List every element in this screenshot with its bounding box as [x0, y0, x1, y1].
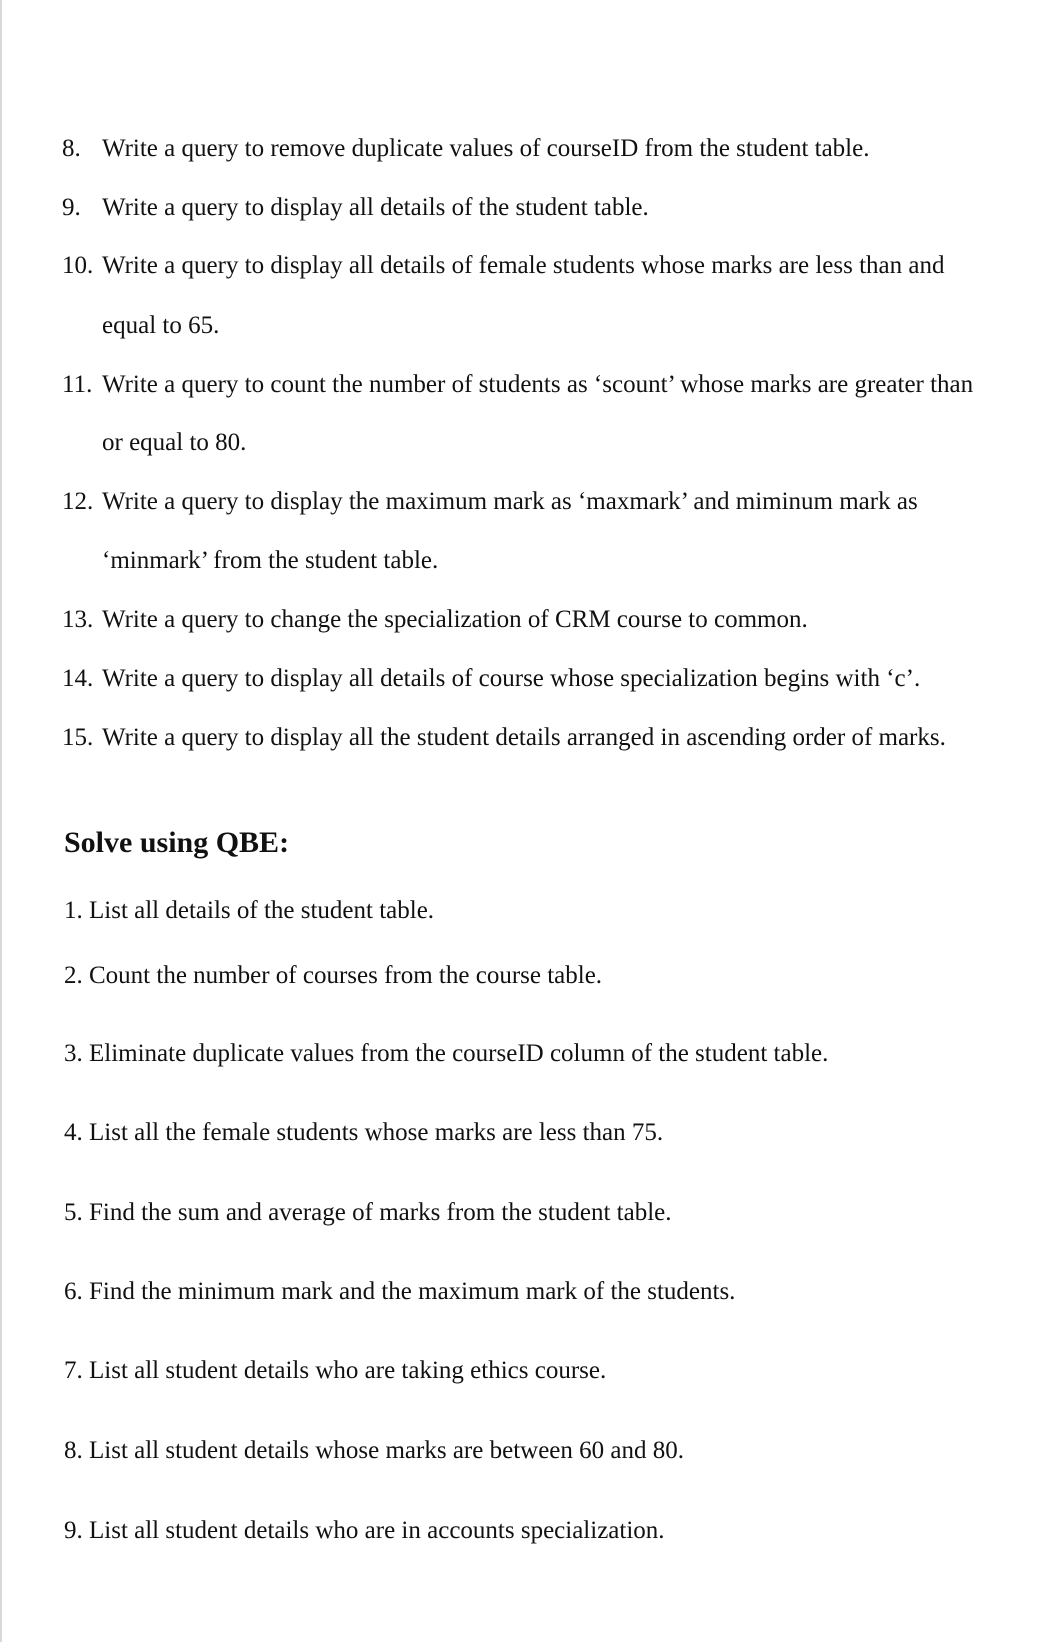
sql-question-8 [62, 134, 869, 164]
qbe-question-9: 9. List all student details who are in accounts specialization. [64, 1517, 665, 1544]
qbe-question-8: 8. List all student details whose marks are between 60 and 80. [64, 1437, 684, 1464]
sql-question-15 [62, 723, 946, 753]
question-text: Write a query to count the number of students as ‘scount’ whose marks are greater than [102, 371, 974, 398]
sql-question-10 [62, 251, 945, 281]
sql-question-12-continuation: ‘minmark’ from the student table. [102, 547, 439, 574]
qbe-question-3: 3. Eliminate duplicate values from the courseID column of the student table. [64, 1040, 829, 1067]
question-text: Write a query to display all details of the student table. [102, 194, 649, 221]
question-number: 13. [62, 606, 94, 633]
sql-question-14 [62, 664, 920, 694]
question-number: 11. [62, 371, 93, 398]
qbe-question-6: 6. Find the minimum mark and the maximum mark of the students. [64, 1278, 736, 1305]
sql-question-10-continuation: equal to 65. [102, 312, 220, 339]
sql-question-9 [62, 193, 649, 223]
question-number: 9. [62, 194, 81, 221]
sql-question-11 [62, 370, 973, 400]
question-number: 10. [62, 252, 94, 279]
question-text: Write a query to change the specialization of CRM course to common. [102, 606, 808, 633]
qbe-question-2: 2. Count the number of courses from the course table. [64, 962, 603, 989]
section-heading-qbe: Solve using QBE: [64, 826, 290, 859]
question-number: 15. [62, 724, 94, 751]
question-number: 8. [62, 135, 81, 162]
qbe-question-1: 1. List all details of the student table. [64, 897, 435, 924]
qbe-question-5: 5. Find the sum and average of marks from the student table. [64, 1199, 672, 1226]
sql-question-12 [62, 487, 918, 517]
question-number: 12. [62, 488, 94, 515]
qbe-question-4: 4. List all the female students whose marks are less than 75. [64, 1119, 664, 1146]
question-text: Write a query to display the maximum mark as ‘maxmark’ and miminum mark as [102, 488, 918, 515]
sql-question-13 [62, 605, 808, 635]
question-text: Write a query to remove duplicate values of courseID from the student table. [102, 135, 870, 162]
page-edge [0, 0, 2, 1642]
question-text: Write a query to display all details of female students whose marks are less than and [102, 252, 945, 279]
sql-question-11-continuation: or equal to 80. [102, 429, 247, 456]
qbe-question-7: 7. List all student details who are taking ethics course. [64, 1357, 607, 1384]
question-text: Write a query to display all details of course whose specialization begins with ‘c’. [102, 665, 921, 692]
question-text: Write a query to display all the student details arranged in ascending order of marks. [102, 724, 946, 751]
question-number: 14. [62, 665, 94, 692]
